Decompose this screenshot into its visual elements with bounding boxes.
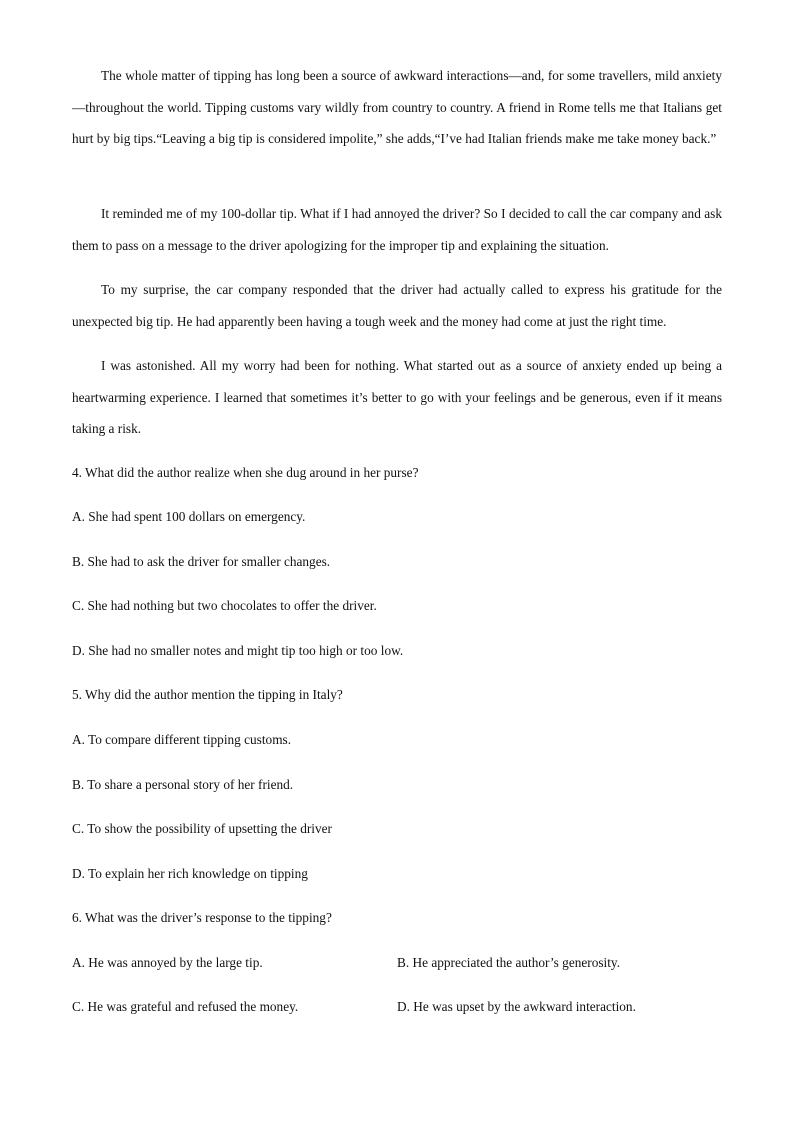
question-5-stem: 5. Why did the author mention the tipping in Italy? [72, 687, 343, 702]
question-6-option-c: C. He was grateful and refused the money. [72, 999, 299, 1014]
question-5-option-d: D. To explain her rich knowledge on tipping [72, 866, 308, 881]
question-4-option-b: B. She had to ask the driver for smaller changes. [72, 554, 331, 569]
question-5-option-b: B. To share a personal story of her friend. [72, 777, 294, 792]
question-5-option-a: A. To compare different tipping customs. [72, 732, 292, 747]
question-6-option-b: B. He appreciated the author’s generosity. [397, 955, 621, 970]
question-6-option-a: A. He was annoyed by the large tip. [72, 955, 263, 970]
passage-paragraph-2: It reminded me of my 100-dollar tip. What if I had annoyed the driver? So I decided to call the car company and ask them to pass on a message to the driver apologizing for the improper tip and explaining the situation. [72, 206, 722, 253]
question-6-option-d: D. He was upset by the awkward interaction. [397, 999, 636, 1014]
question-4-option-d: D. She had no smaller notes and might tip too high or too low. [72, 643, 404, 658]
question-4-option-c: C. She had nothing but two chocolates to offer the driver. [72, 598, 377, 613]
passage-paragraph-3: To my surprise, the car company responded that the driver had actually called to express his gratitude for the unexpected big tip. He had apparently been having a tough week and the money had come at just the right time. [72, 282, 722, 329]
question-4-stem: 4. What did the author realize when she dug around in her purse? [72, 465, 419, 480]
question-6-stem: 6. What was the driver’s response to the tipping? [72, 910, 332, 925]
passage-paragraph-4: I was astonished. All my worry had been for nothing. What started out as a source of anxiety ended up being a heartwarming experience. I learned that sometimes it’s better to go with your feelings and be generous, even if it means taking a risk. [72, 358, 722, 436]
question-4-option-a: A. She had spent 100 dollars on emergency. [72, 509, 306, 524]
question-5-option-c: C. To show the possibility of upsetting the driver [72, 821, 332, 836]
passage-paragraph-1: The whole matter of tipping has long been a source of awkward interactions—and, for some travellers, mild anxiety—throughout the world. Tipping customs vary wildly from country to country. A friend in Rome tells me that Italians get hurt by big tips.“Leaving a big tip is considered impolite,” she adds,“I’ve had Italian friends make me take money back.” [72, 68, 722, 146]
